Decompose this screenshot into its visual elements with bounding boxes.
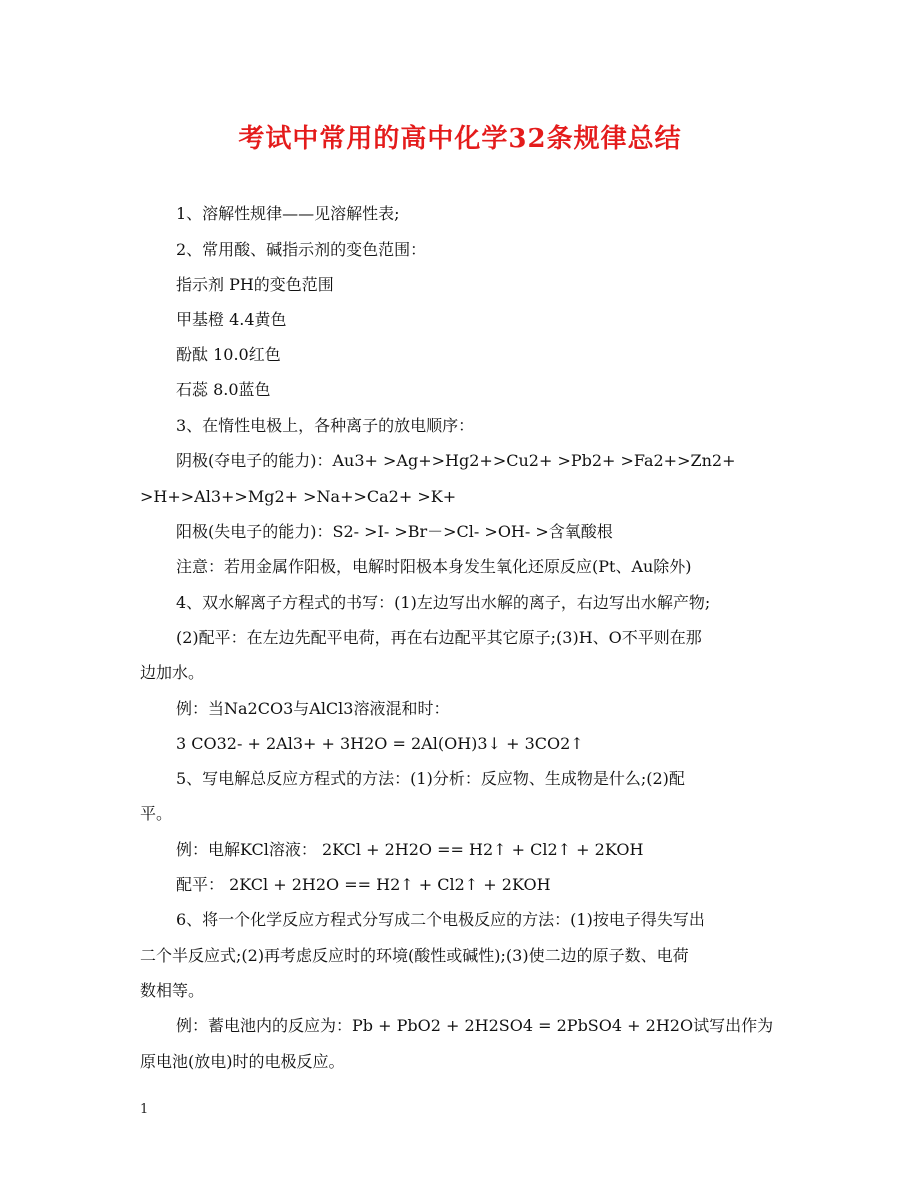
- text-line: 例：电解KCl溶液： 2KCl + 2H2O == H2↑ + Cl2↑ + 2KOH: [176, 840, 644, 859]
- text-line: 配平： 2KCl + 2H2O == H2↑ + Cl2↑ + 2KOH: [176, 875, 551, 894]
- text-line: 数相等。: [140, 981, 205, 1000]
- text-line: 酚酞 10.0红色: [176, 345, 281, 364]
- text-line: 阳极(失电子的能力)：S2- >I- >Br－>Cl- >OH- >含氧酸根: [176, 522, 613, 541]
- text-line: 6、将一个化学反应方程式分写成二个电极反应的方法：(1)按电子得失写出: [176, 910, 705, 929]
- document-title: 考试中常用的高中化学32条规律总结: [238, 124, 682, 154]
- text-line: 5、写电解总反应方程式的方法：(1)分析：反应物、生成物是什么;(2)配: [176, 769, 685, 788]
- text-line: 平。: [140, 804, 173, 823]
- text-line: 指示剂 PH的变色范围: [176, 275, 334, 294]
- page-number: 1: [140, 1102, 149, 1117]
- text-line: 4、双水解离子方程式的书写：(1)左边写出水解的离子，右边写出水解产物;: [176, 593, 711, 612]
- text-line: 1、溶解性规律——见溶解性表;: [176, 204, 400, 223]
- text-line: 例：蓄电池内的反应为：Pb + PbO2 + 2H2SO4 = 2PbSO4 + 2H2O试写出作为: [176, 1016, 774, 1035]
- text-line: 阴极(夺电子的能力)：Au3+ >Ag+>Hg2+>Cu2+ >Pb2+ >Fa2+>Zn2+: [176, 451, 736, 470]
- text-line: 3、在惰性电极上，各种离子的放电顺序：: [176, 416, 475, 435]
- text-line: (2)配平：在左边先配平电荷，再在右边配平其它原子;(3)H、O不平则在那: [176, 628, 702, 647]
- text-line: 二个半反应式;(2)再考虑反应时的环境(酸性或碱性);(3)使二边的原子数、电荷: [140, 946, 689, 965]
- text-line: 注意：若用金属作阳极，电解时阳极本身发生氧化还原反应(Pt、Au除外): [176, 557, 692, 576]
- text-line: 2、常用酸、碱指示剂的变色范围：: [176, 240, 427, 259]
- text-line: 3 CO32- + 2Al3+ + 3H2O = 2Al(OH)3↓ + 3CO2↑: [176, 734, 584, 753]
- text-line: >H+>Al3+>Mg2+ >Na+>Ca2+ >K+: [140, 487, 457, 506]
- text-line: 例：当Na2CO3与AlCl3溶液混和时：: [176, 699, 450, 718]
- text-line: 甲基橙 4.4黄色: [176, 310, 287, 329]
- text-line: 石蕊 8.0蓝色: [176, 380, 271, 399]
- text-line: 边加水。: [140, 663, 205, 682]
- text-line: 原电池(放电)时的电极反应。: [140, 1052, 345, 1071]
